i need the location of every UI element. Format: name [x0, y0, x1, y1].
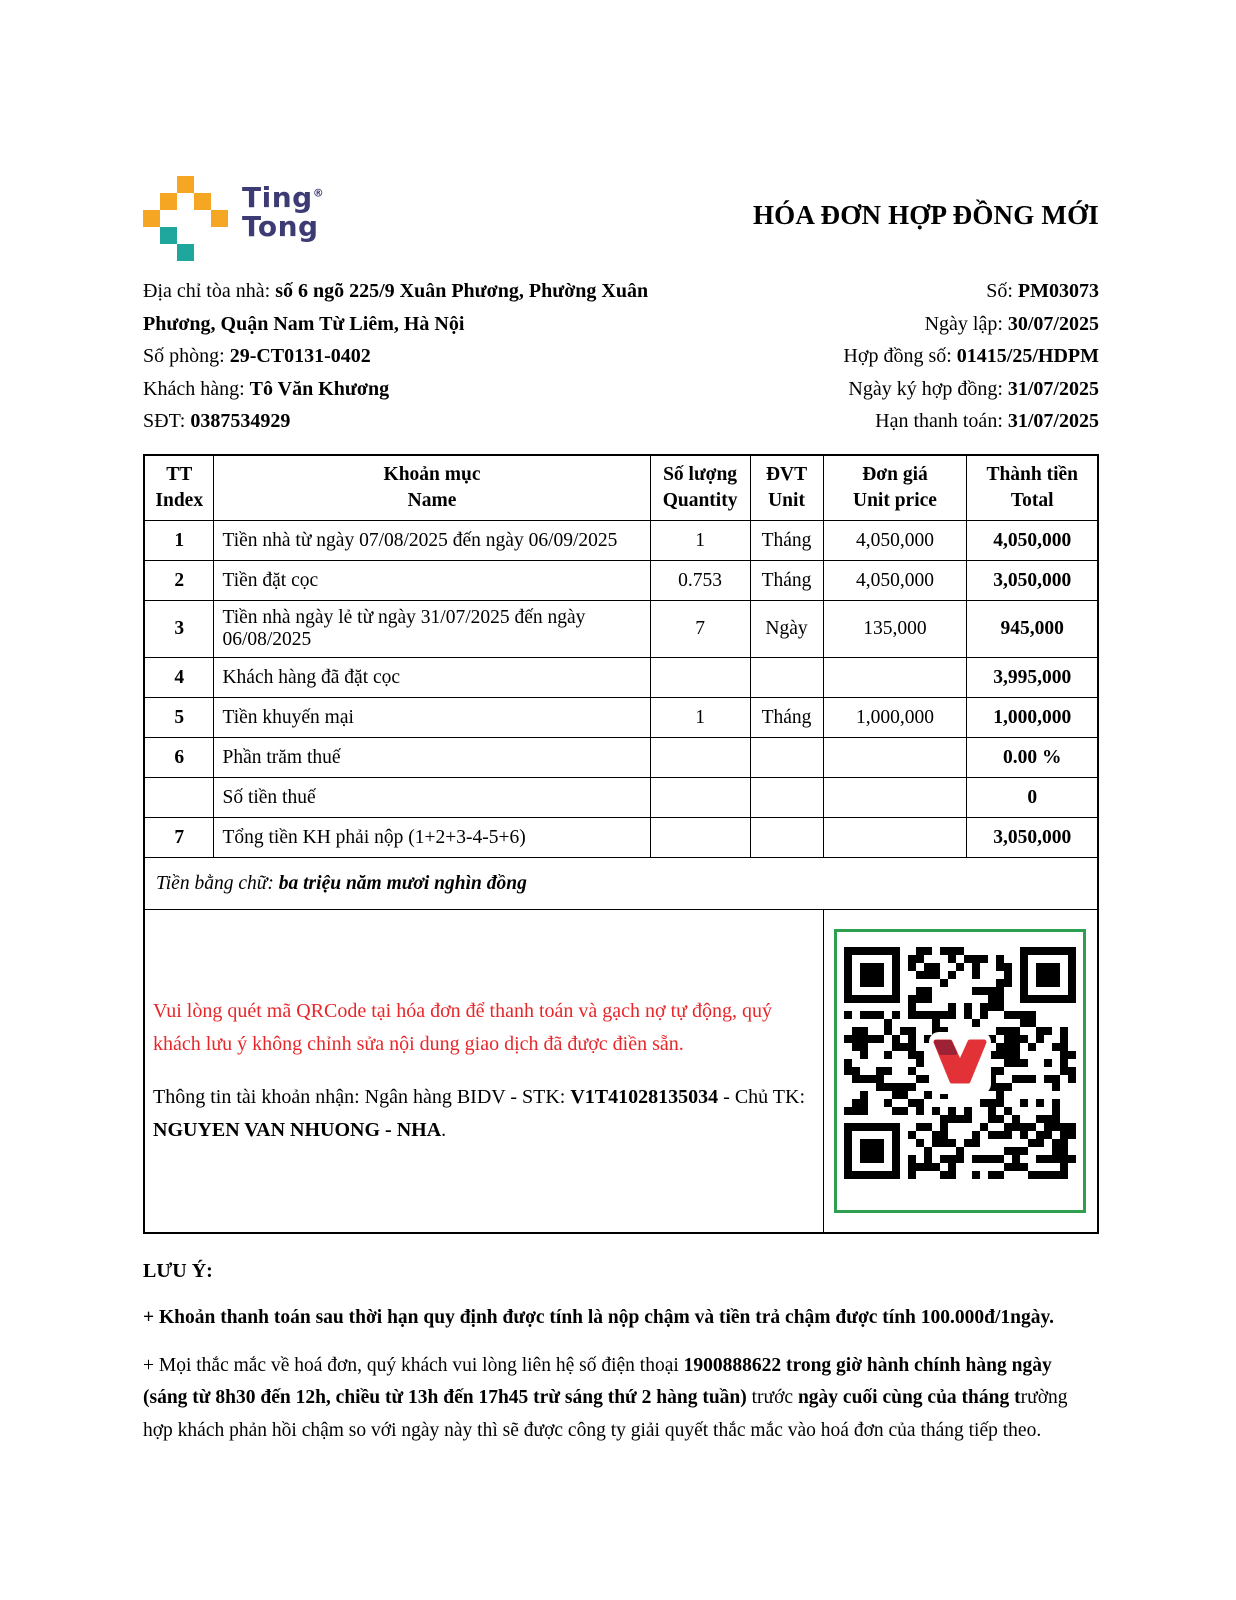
qr-code [844, 947, 1076, 1179]
row-name: Tổng tiền KH phải nộp (1+2+3-4-5+6) [214, 818, 650, 858]
col-header-total: Thành tiền Total [967, 455, 1098, 521]
tingtong-logo-text [242, 181, 325, 243]
table-row [144, 778, 1098, 818]
table-row [144, 818, 1098, 858]
row-name: Số tiền thuế [214, 778, 650, 818]
brand-line2: Tong [242, 209, 319, 243]
payment-due-value: 31/07/2025 [1007, 410, 1099, 432]
issue-date-label: Ngày lập: [924, 312, 1008, 335]
header [143, 0, 1099, 261]
row-unit [750, 778, 823, 818]
account-suffix: . [441, 1118, 447, 1141]
footer-notes [143, 1260, 1099, 1448]
contract-sign-date-label: Ngày ký hợp đồng: [848, 377, 1008, 400]
table-row [144, 658, 1098, 698]
invoice-table [143, 454, 1099, 1234]
table-row [144, 601, 1098, 658]
amount-in-words-label: Tiền bằng chữ: [156, 872, 279, 894]
invoice-info [143, 275, 1099, 438]
row-name: Tiền đặt cọc [214, 561, 650, 601]
table-row [144, 698, 1098, 738]
row-unit-price [823, 778, 967, 818]
col-header-unit: ĐVT Unit [750, 455, 823, 521]
table-row [144, 521, 1098, 561]
row-total: 0.00 % [967, 738, 1098, 778]
tingtong-logo [143, 176, 324, 261]
customer-name-value: Tô Văn Khương [249, 377, 390, 400]
customer-info [143, 275, 688, 438]
row-name: Phần trăm thuế [214, 738, 650, 778]
col-header-quantity: Số lượng Quantity [650, 455, 750, 521]
row-quantity: 7 [650, 601, 750, 658]
hotline-note [143, 1350, 1099, 1448]
amount-in-words-row [144, 858, 1098, 910]
invoice-number-value: PM03073 [1017, 280, 1099, 302]
phone-value: 0387534929 [190, 410, 291, 432]
account-holder: NGUYEN VAN NHUONG - NHA [153, 1118, 442, 1141]
table-header-row [144, 455, 1098, 521]
building-address-line [143, 275, 688, 340]
row-unit: Tháng [750, 521, 823, 561]
issue-date-line [843, 308, 1099, 341]
row-unit: Tháng [750, 561, 823, 601]
hotline-note-part5: rường hợp khách phản hồi chậm so với ngày này thì sẽ được công ty giải quyết thắc mắc vào hoá đơn của tháng tiếp theo. [143, 1387, 1068, 1441]
contract-number-line [843, 340, 1099, 373]
notes-title: LƯU Ý: [143, 1259, 213, 1282]
room-number-value: 29-CT0131-0402 [229, 345, 371, 367]
document-title: HÓA ĐƠN HỢP ĐỒNG MỚI [752, 200, 1099, 230]
row-total: 3,050,000 [967, 818, 1098, 858]
account-info-text [153, 1081, 815, 1147]
contract-sign-date-line [843, 373, 1099, 406]
row-quantity [650, 818, 750, 858]
row-index: 7 [144, 818, 214, 858]
qr-warning-text: Vui lòng quét mã QRCode tại hóa đơn để thanh toán và gạch nợ tự động, quý khách lưu ý không chỉnh sửa nội dung giao dịch đã được điền sẵn. [153, 999, 773, 1055]
tingtong-logo-icon [143, 176, 228, 261]
row-name: Tiền nhà ngày lẻ từ ngày 31/07/2025 đến ngày 06/08/2025 [214, 601, 650, 658]
row-index: 1 [144, 521, 214, 561]
row-name: Tiền nhà từ ngày 07/08/2025 đến ngày 06/09/2025 [214, 521, 650, 561]
invoice-number-line [843, 275, 1099, 308]
row-total: 3,995,000 [967, 658, 1098, 698]
row-quantity: 1 [650, 521, 750, 561]
row-index: 6 [144, 738, 214, 778]
row-total: 4,050,000 [967, 521, 1098, 561]
account-prefix: Thông tin tài khoản nhận: Ngân hàng BIDV - STK: [153, 1085, 571, 1108]
room-number-line [143, 340, 688, 373]
row-unit-price [823, 738, 967, 778]
row-unit [750, 738, 823, 778]
issue-date-value: 30/07/2025 [1007, 312, 1099, 335]
account-number: V1T41028135034 [570, 1085, 719, 1108]
payment-row [144, 910, 1098, 1233]
row-index [144, 778, 214, 818]
qr-frame [834, 929, 1086, 1213]
registered-mark: ® [312, 186, 325, 200]
table-row [144, 738, 1098, 778]
payment-instructions-cell [144, 910, 823, 1233]
table-row [144, 561, 1098, 601]
building-address-value: số 6 ngõ 225/9 Xuân Phương, Phường Xuân Phương, Quận Nam Từ Liêm, Hà Nội [143, 280, 649, 335]
row-unit-price: 1,000,000 [823, 698, 967, 738]
phone-line [143, 405, 688, 438]
invoice-number-label: Số: [986, 280, 1018, 302]
row-quantity [650, 658, 750, 698]
row-index: 2 [144, 561, 214, 601]
row-name: Tiền khuyến mại [214, 698, 650, 738]
customer-name-label: Khách hàng: [143, 377, 250, 400]
row-quantity [650, 738, 750, 778]
row-unit: Tháng [750, 698, 823, 738]
room-number-label: Số phòng: [143, 345, 230, 367]
contract-sign-date-value: 31/07/2025 [1007, 377, 1099, 400]
row-total: 3,050,000 [967, 561, 1098, 601]
row-unit-price: 135,000 [823, 601, 967, 658]
building-address-label: Địa chỉ tòa nhà: [143, 280, 276, 302]
brand-line1: Ting [242, 181, 313, 214]
customer-name-line [143, 373, 688, 406]
row-total: 0 [967, 778, 1098, 818]
hotline-note-part4: ngày cuối cùng của tháng t [797, 1387, 1021, 1409]
row-quantity [650, 778, 750, 818]
row-unit [750, 658, 823, 698]
row-name: Khách hàng đã đặt cọc [214, 658, 650, 698]
qr-cell [823, 910, 1098, 1233]
row-quantity: 0.753 [650, 561, 750, 601]
row-total: 945,000 [967, 601, 1098, 658]
account-mid: - Chủ TK: [718, 1085, 806, 1108]
row-unit [750, 818, 823, 858]
row-unit-price [823, 818, 967, 858]
hotline-note-part3: trước [746, 1387, 798, 1409]
amount-in-words-value: ba triệu năm mươi nghìn đồng [278, 872, 527, 894]
col-header-index: TT Index [144, 455, 214, 521]
row-unit: Ngày [750, 601, 823, 658]
row-index: 3 [144, 601, 214, 658]
hotline-note-part1: + Mọi thắc mắc về hoá đơn, quý khách vui lòng liên hệ số điện thoại [143, 1354, 684, 1376]
contract-number-value: 01415/25/HDPM [956, 345, 1099, 367]
row-quantity: 1 [650, 698, 750, 738]
row-index: 4 [144, 658, 214, 698]
phone-label: SĐT: [143, 410, 191, 432]
row-unit-price: 4,050,000 [823, 521, 967, 561]
col-header-unit-price: Đơn giá Unit price [823, 455, 967, 521]
row-index: 5 [144, 698, 214, 738]
payment-due-label: Hạn thanh toán: [875, 410, 1008, 432]
contract-number-label: Hợp đồng số: [843, 345, 957, 367]
row-unit-price: 4,050,000 [823, 561, 967, 601]
late-payment-note: + Khoản thanh toán sau thời hạn quy định được tính là nộp chậm và tiền trả chậm được tính 100.000đ/1ngày. [143, 1306, 1055, 1328]
col-header-name: Khoản mục Name [214, 455, 650, 521]
row-total: 1,000,000 [967, 698, 1098, 738]
row-unit-price [823, 658, 967, 698]
invoice-meta [843, 275, 1099, 438]
hotline-note-part2: 1900888622 trong giờ hành chính hàng ngày (sáng từ 8h30 đến 12h, chiều từ 13h đến 17h45 trừ sáng thứ 2 hàng tuần) [143, 1354, 1052, 1409]
payment-due-line [843, 405, 1099, 438]
amount-in-words-cell [144, 858, 1098, 910]
